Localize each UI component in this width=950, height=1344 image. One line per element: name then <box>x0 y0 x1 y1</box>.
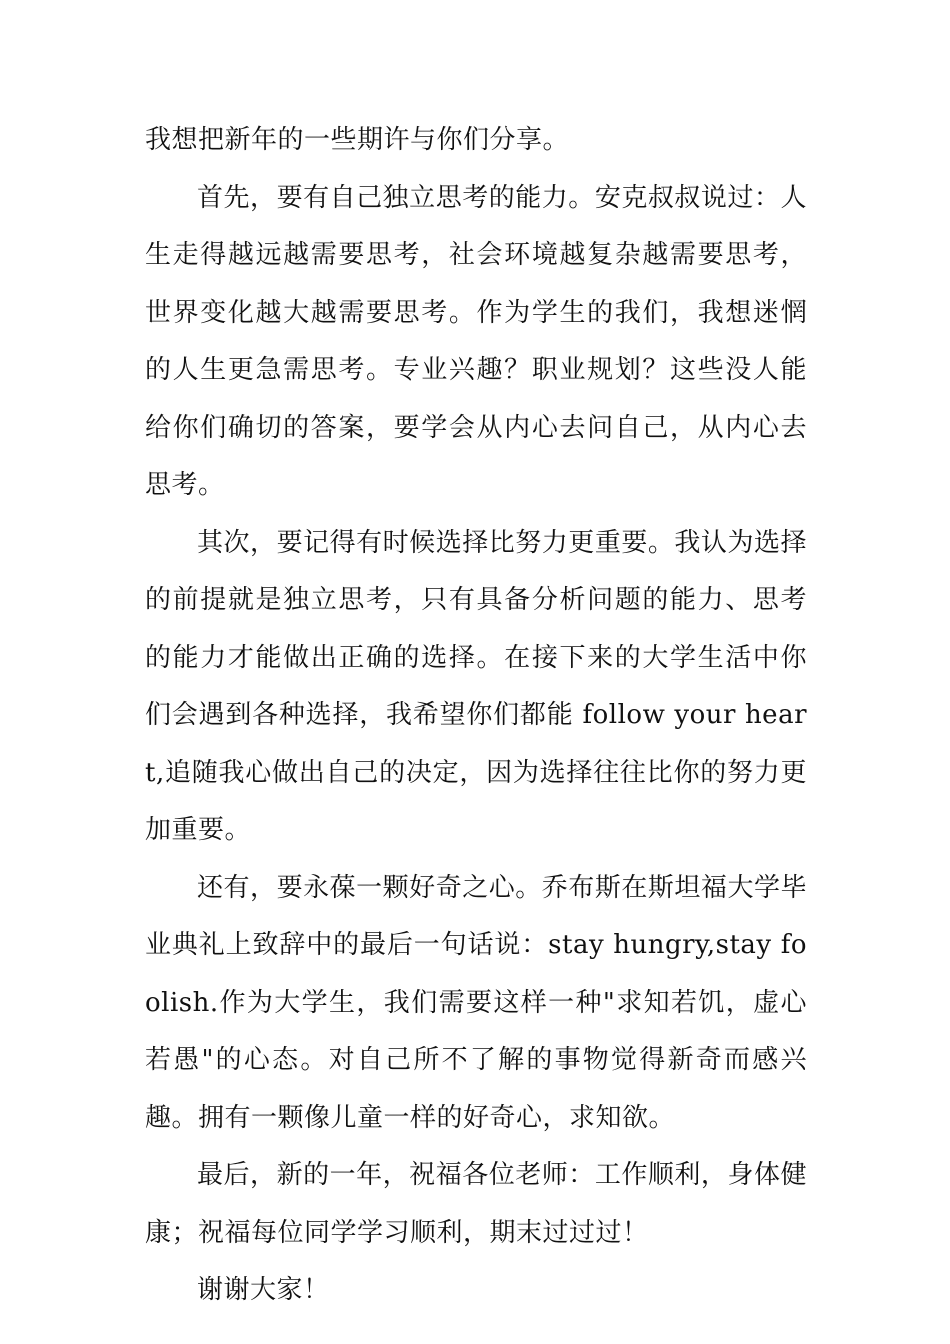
paragraph-blessing: 最后，新的一年，祝福各位老师：工作顺利，身体健康；祝福每位同学学习顺利，期末过过过！ <box>145 1160 807 1248</box>
speech-text <box>145 112 807 1320</box>
paragraph-curiosity: 还有，要永葆一颗好奇之心。乔布斯在斯坦福大学毕业典礼上致辞中的最后一句话说：stay hungry,stay foolish.作为大学生，我们需要这样一种"求知若饥，虚心若愚"的心态。对自己所不了解的事物觉得新奇而感兴趣。拥有一颗像儿童一样的好奇心，求知欲。 <box>145 872 807 1133</box>
paragraph-thanks: 谢谢大家！ <box>197 1275 330 1305</box>
paragraph-choice: 其次，要记得有时候选择比努力更重要。我认为选择的前提就是独立思考，只有具备分析问题的能力、思考的能力才能做出正确的选择。在接下来的大学生活中你们会遇到各种选择，我希望你们都能 follow your heart,追随我心做出自己的决定，因为选择往往比你的努力更加重要。 <box>145 527 807 845</box>
paragraph-intro: 我想把新年的一些期许与你们分享。 <box>145 125 570 155</box>
paragraph-thinking: 首先，要有自己独立思考的能力。安克叔叔说过：人生走得越远越需要思考，社会环境越复杂越需要思考，世界变化越大越需要思考。作为学生的我们，我想迷惘的人生更急需思考。专业兴趣？职业规划？这些没人能给你们确切的答案，要学会从内心去问自己，从内心去思考。 <box>145 182 807 500</box>
